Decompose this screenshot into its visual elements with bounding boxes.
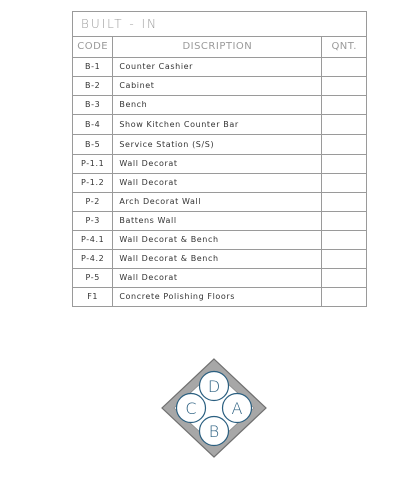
row-code: P-4.1	[73, 231, 113, 250]
row-quantity	[322, 174, 367, 193]
elevation-key-symbol	[160, 358, 268, 458]
key-label-left: C	[185, 399, 197, 418]
row-quantity	[322, 135, 367, 155]
key-label-right: A	[231, 399, 243, 418]
row-code: P-5	[73, 269, 113, 288]
row-code: B-2	[73, 77, 113, 96]
row-description: Wall Decorat & Bench	[113, 231, 322, 250]
table-row	[73, 77, 367, 96]
row-code: B-1	[73, 58, 113, 77]
row-code: P-1.2	[73, 174, 113, 193]
header-code: CODE	[73, 37, 113, 58]
row-quantity	[322, 115, 367, 135]
row-code: F1	[73, 288, 113, 307]
table-row	[73, 96, 367, 115]
row-code: P-2	[73, 193, 113, 212]
row-code: P-4.2	[73, 250, 113, 269]
row-description: Wall Decorat & Bench	[113, 250, 322, 269]
row-quantity	[322, 193, 367, 212]
key-label-top: D	[207, 377, 221, 396]
row-quantity	[322, 212, 367, 231]
table-row	[73, 58, 367, 77]
table-row	[73, 212, 367, 231]
row-code: B-3	[73, 96, 113, 115]
row-quantity	[322, 77, 367, 96]
row-quantity	[322, 58, 367, 77]
table-row	[73, 115, 367, 135]
row-description: Battens Wall	[113, 212, 322, 231]
row-description: Show Kitchen Counter Bar	[113, 115, 322, 135]
row-description: Counter Cashier	[113, 58, 322, 77]
key-label-bottom: B	[208, 422, 220, 441]
table-title: BUILT - IN	[73, 12, 367, 37]
row-quantity	[322, 96, 367, 115]
table-title-row	[73, 12, 367, 37]
row-description: Wall Decorat	[113, 174, 322, 193]
table-row	[73, 135, 367, 155]
row-description: Cabinet	[113, 77, 322, 96]
row-description: Bench	[113, 96, 322, 115]
row-description: Arch Decorat Wall	[113, 193, 322, 212]
table-row	[73, 155, 367, 174]
built-in-schedule-table	[72, 11, 367, 307]
header-description: DISCRIPTION	[113, 37, 322, 58]
row-code: P-1.1	[73, 155, 113, 174]
row-code: B-5	[73, 135, 113, 155]
row-code: P-3	[73, 212, 113, 231]
row-quantity	[322, 155, 367, 174]
row-quantity	[322, 288, 367, 307]
header-quantity: QNT.	[322, 37, 367, 58]
table-row	[73, 231, 367, 250]
row-description: Service Station (S/S)	[113, 135, 322, 155]
table-row	[73, 193, 367, 212]
table-row	[73, 174, 367, 193]
row-quantity	[322, 250, 367, 269]
table-row	[73, 269, 367, 288]
row-code: B-4	[73, 115, 113, 135]
table-row	[73, 288, 367, 307]
row-description: Wall Decorat	[113, 155, 322, 174]
row-quantity	[322, 269, 367, 288]
table-header-row	[73, 37, 367, 58]
table-row	[73, 250, 367, 269]
row-quantity	[322, 231, 367, 250]
row-description: Concrete Polishing Floors	[113, 288, 322, 307]
row-description: Wall Decorat	[113, 269, 322, 288]
